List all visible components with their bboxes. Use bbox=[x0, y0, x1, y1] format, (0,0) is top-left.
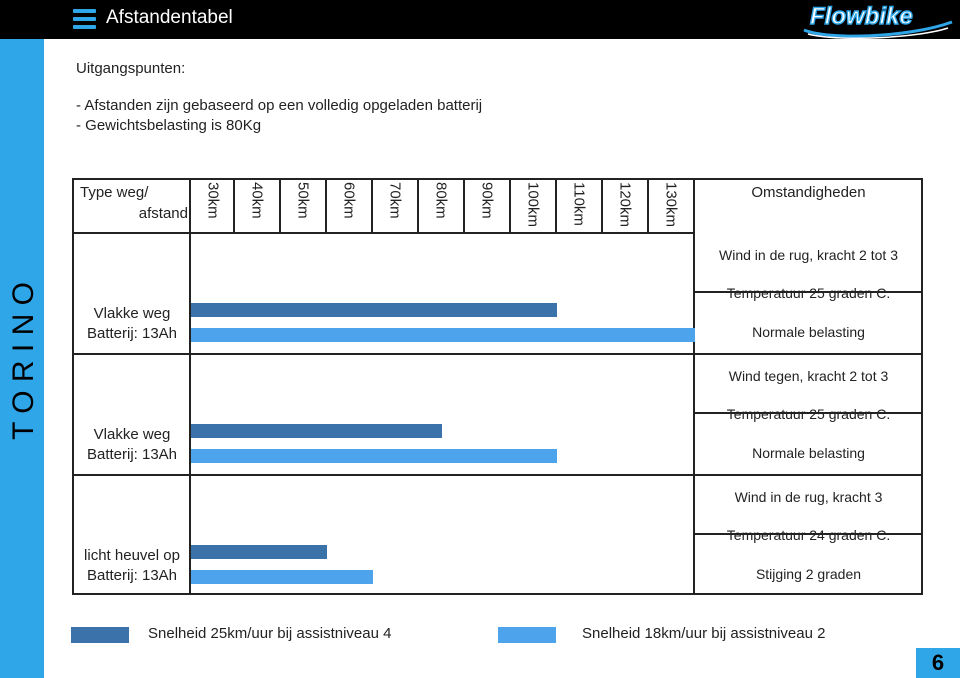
sidebar bbox=[0, 39, 44, 678]
logo-text: Flowbike bbox=[810, 3, 913, 30]
circumstance-text: Normale belasting bbox=[752, 324, 865, 340]
circumstance-text: Stijging 2 graden bbox=[755, 566, 862, 582]
distance-header: 80km bbox=[432, 182, 450, 219]
distance-header: 130km bbox=[662, 182, 680, 228]
distance-header: 110km bbox=[570, 182, 588, 226]
distance-header: 60km bbox=[340, 182, 358, 219]
circumstance-text: Temperatuur 25 graden C. bbox=[726, 406, 891, 422]
distance-header: 30km bbox=[204, 182, 222, 219]
distance-header: 120km bbox=[616, 182, 634, 228]
distance-header: 50km bbox=[294, 182, 312, 219]
distance-header: 70km bbox=[386, 182, 404, 219]
circumstances-header: Omstandigheden bbox=[751, 184, 866, 201]
menu-icon[interactable] bbox=[73, 8, 96, 30]
circumstance-text: Temperatuur 25 graden C. bbox=[726, 285, 891, 301]
type-header: Type weg/ afstand bbox=[80, 184, 188, 222]
circumstance-text: Wind in de rug, kracht 3 bbox=[734, 489, 883, 505]
circumstance-text: Wind in de rug, kracht 2 tot 3 bbox=[719, 247, 898, 263]
row-label: Vlakke weg Batterij: 13Ah bbox=[86, 305, 178, 342]
table-divider bbox=[189, 180, 191, 593]
range-bar-18kmh bbox=[191, 328, 695, 342]
flowbike-logo bbox=[798, 0, 956, 39]
row-label: Vlakke weg Batterij: 13Ah bbox=[86, 426, 178, 463]
legend-label: Snelheid 25km/uur bij assistniveau 4 bbox=[148, 625, 392, 642]
distance-header: 90km bbox=[478, 182, 496, 219]
intro-title: Uitgangspunten: bbox=[76, 60, 186, 77]
legend-label: Snelheid 18km/uur bij assistniveau 2 bbox=[582, 625, 826, 642]
page-number-badge: 6 bbox=[916, 648, 960, 678]
intro-line: - Gewichtsbelasting is 80Kg bbox=[76, 117, 262, 134]
top-bar bbox=[0, 0, 960, 39]
range-bar-18kmh bbox=[191, 449, 557, 463]
circumstance-text: Normale belasting bbox=[752, 445, 865, 461]
row-label: licht heuvel op Batterij: 13Ah bbox=[84, 547, 180, 584]
circumstance-text: Wind tegen, kracht 2 tot 3 bbox=[728, 368, 889, 384]
legend-swatch-25kmh bbox=[71, 627, 129, 643]
range-bar-25kmh bbox=[191, 303, 557, 317]
range-bar-25kmh bbox=[191, 545, 327, 559]
intro-line: - Afstanden zijn gebaseerd op een volledig opgeladen batterij bbox=[76, 97, 483, 114]
sidebar-model-label: T O R I N O bbox=[7, 282, 40, 440]
range-bar-18kmh bbox=[191, 570, 373, 584]
page-title: Afstandentabel bbox=[106, 7, 233, 28]
circumstance-text: Temperatuur 24 graden C. bbox=[726, 527, 891, 543]
distance-header: 100km bbox=[524, 182, 542, 228]
distance-table bbox=[72, 178, 923, 595]
legend-swatch-18kmh bbox=[498, 627, 556, 643]
distance-header: 40km bbox=[248, 182, 266, 219]
range-bar-25kmh bbox=[191, 424, 442, 438]
